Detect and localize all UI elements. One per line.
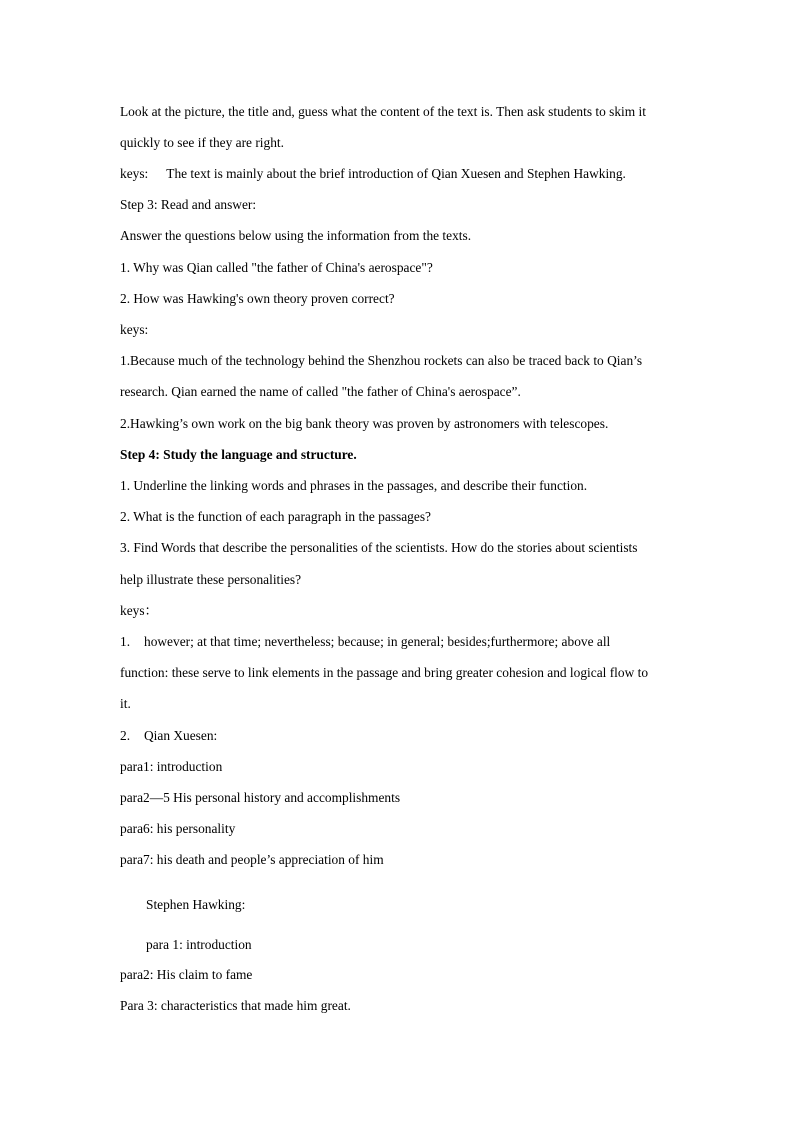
task-2: 2. What is the function of each paragraph in the passages? xyxy=(120,509,431,524)
qian-para2-5: para2—5 His personal history and accomplishments xyxy=(120,790,401,805)
keys-line-step2 xyxy=(120,166,680,182)
hawking-para1: para 1: introduction xyxy=(146,937,252,952)
key-2-qian-heading: Qian Xuesen: xyxy=(144,728,218,743)
task-1: 1. Underline the linking words and phrases in the passages, and describe their function. xyxy=(120,478,588,493)
answer-2: 2.Hawking’s own work on the big bank theory was proven by astronomers with telescopes. xyxy=(120,416,609,431)
step3-instruction: Answer the questions below using the information from the texts. xyxy=(120,228,472,243)
key-2-number: 2. xyxy=(120,728,131,743)
question-1: 1. Why was Qian called "the father of China's aerospace"? xyxy=(120,260,433,275)
hawking-heading: Stephen Hawking: xyxy=(146,897,246,912)
key-1-line-1 xyxy=(120,634,680,650)
key-1-function-line-2: it. xyxy=(120,696,131,711)
step3-heading: Step 3: Read and answer: xyxy=(120,197,257,212)
intro-line-2: quickly to see if they are right. xyxy=(120,135,284,150)
hawking-para2: para2: His claim to fame xyxy=(120,967,253,982)
intro-line-1: Look at the picture, the title and, guess what the content of the text is. Then ask students to skim it xyxy=(120,104,646,119)
qian-para1: para1: introduction xyxy=(120,759,223,774)
keys-label: keys: xyxy=(120,166,149,181)
key-1-function-line-1: function: these serve to link elements in the passage and bring greater cohesion and logical flow to xyxy=(120,665,649,680)
keys-answer: The text is mainly about the brief introduction of Qian Xuesen and Stephen Hawking. xyxy=(166,166,626,181)
task-3-line-1: 3. Find Words that describe the personalities of the scientists. How do the stories about scientists xyxy=(120,540,638,555)
key-1-linking-words: however; at that time; nevertheless; because; in general; besides;furthermore; above all xyxy=(144,634,611,649)
question-2: 2. How was Hawking's own theory proven correct? xyxy=(120,291,395,306)
answer-1-line-2: research. Qian earned the name of called "the father of China's aerospace”. xyxy=(120,384,521,399)
task-3-line-2: help illustrate these personalities? xyxy=(120,572,302,587)
qian-para7: para7: his death and people’s appreciation of him xyxy=(120,852,384,867)
qian-para6: para6: his personality xyxy=(120,821,236,836)
answer-1-line-1: 1.Because much of the technology behind the Shenzhou rockets can also be traced back to Qian’s xyxy=(120,353,643,368)
keys-label-step3: keys: xyxy=(120,322,149,337)
hawking-para3: Para 3: characteristics that made him great. xyxy=(120,998,351,1013)
step4-heading: Step 4: Study the language and structure. xyxy=(120,447,357,462)
key-2-line xyxy=(120,728,680,744)
keys-label-step4: keys： xyxy=(120,603,158,618)
key-1-number: 1. xyxy=(120,634,131,649)
